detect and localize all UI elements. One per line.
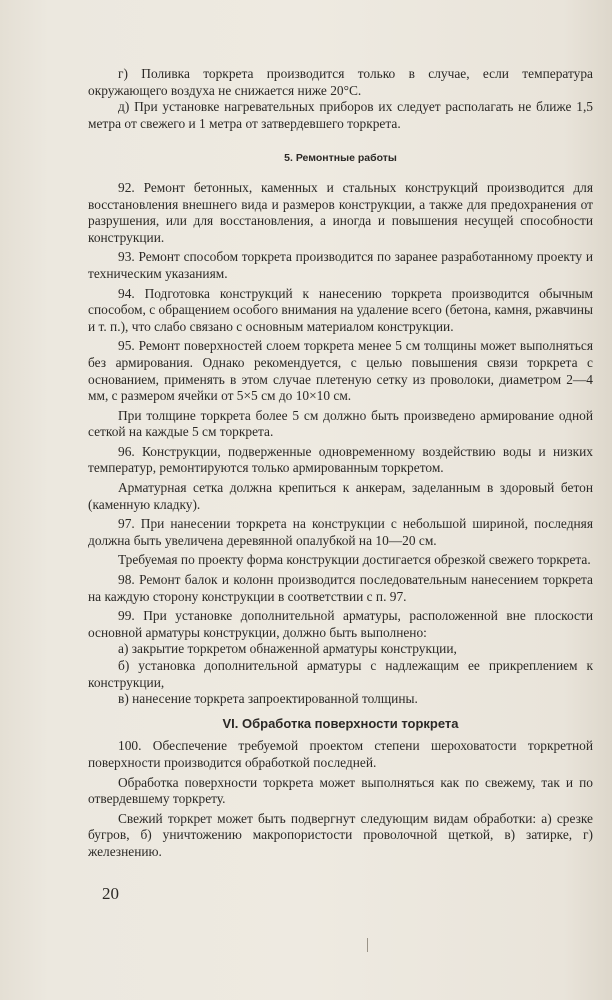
- paragraph: 94. Подготовка конструкций к нанесению торкрета производится обычным способом, с обращением особого внимания на удаление всего (бетона, камня, ржавчины и т. п.), что слабо связано с основным материалом конструкции.: [88, 285, 593, 334]
- section-heading-surface: VI. Обработка поверхности торкрета: [222, 715, 459, 731]
- list-item: в) нанесение торкрета запроектированной толщины.: [118, 691, 418, 707]
- paragraph: 96. Конструкции, подверженные одновременному воздействию воды и низких температур, ремонтируются только армированным торкретом.: [88, 443, 593, 476]
- paragraph: г) Поливка торкрета производится только в случае, если температура окружающего воздуха не снижается ниже 20°С.: [88, 66, 593, 98]
- paragraph: 98. Ремонт балок и колонн производится последовательным нанесением торкрета на каждую сторону конструкции в соответствии с п. 97.: [88, 572, 593, 604]
- paragraph: 99. При установке дополнительной арматуры, расположенной вне плоскости основной арматуры конструкции, должно быть выполнено:: [88, 608, 593, 640]
- paragraph: 100. Обеспечение требуемой проектом степени шероховатости торкретной поверхности производится обработкой последней.: [88, 738, 593, 770]
- paragraph: 92. Ремонт бетонных, каменных и стальных конструкций производится для восстановления внешнего вида и размеров конструкции, а также для предохранения от разрушения, или для восстановления, а иногда и повышения несущей способности конструкции.: [88, 179, 593, 245]
- list-item: а) закрытие торкретом обнаженной арматуры конструкции,: [118, 641, 457, 657]
- page-text: [88, 66, 593, 861]
- paragraph: Обработка поверхности торкрета может выполняться как по свежему, так и по отвердевшему торкрету.: [88, 774, 593, 807]
- section-heading-repair: 5. Ремонтные работы: [284, 152, 397, 165]
- paragraph: Требуемая по проекту форма конструкции достигается обрезкой свежего торкрета.: [118, 552, 591, 568]
- paragraph: Свежий торкрет может быть подвергнут следующим видам обработки: а) срезке бугров, б) уничтожению макропористости проволочной щеткой, в) затирке, г) железнению.: [88, 810, 593, 859]
- page-number: 20: [102, 884, 119, 903]
- paragraph: 97. При нанесении торкрета на конструкции с небольшой шириной, последняя должна быть увеличена деревянной опалубкой на 10—20 см.: [88, 516, 593, 548]
- paragraph: 95. Ремонт поверхностей слоем торкрета менее 5 см толщины может выполняться без армирования. Однако рекомендуется, с целью повышения связи торкрета с основанием, применять в этом случае плетеную сетку из проволоки, диаметром 2—4 мм, с размером ячейки от 5×5 см до 10×10 см.: [88, 338, 593, 404]
- paragraph: При толщине торкрета более 5 см должно быть произведено армирование одной сеткой на каждые 5 см торкрета.: [88, 407, 593, 440]
- list-item: б) установка дополнительной арматуры с надлежащим ее прикреплением к конструкции,: [88, 658, 593, 690]
- paper-mark: [367, 938, 368, 952]
- paragraph: 93. Ремонт способом торкрета производится по заранее разработанному проекту и техническим указаниям.: [88, 249, 593, 281]
- paragraph: д) При установке нагревательных приборов их следует располагать не ближе 1,5 метра от свежего и 1 метра от затвердевшего торкрета.: [88, 99, 593, 131]
- paragraph: Арматурная сетка должна крепиться к анкерам, заделанным в здоровый бетон (каменную кладку).: [88, 480, 593, 512]
